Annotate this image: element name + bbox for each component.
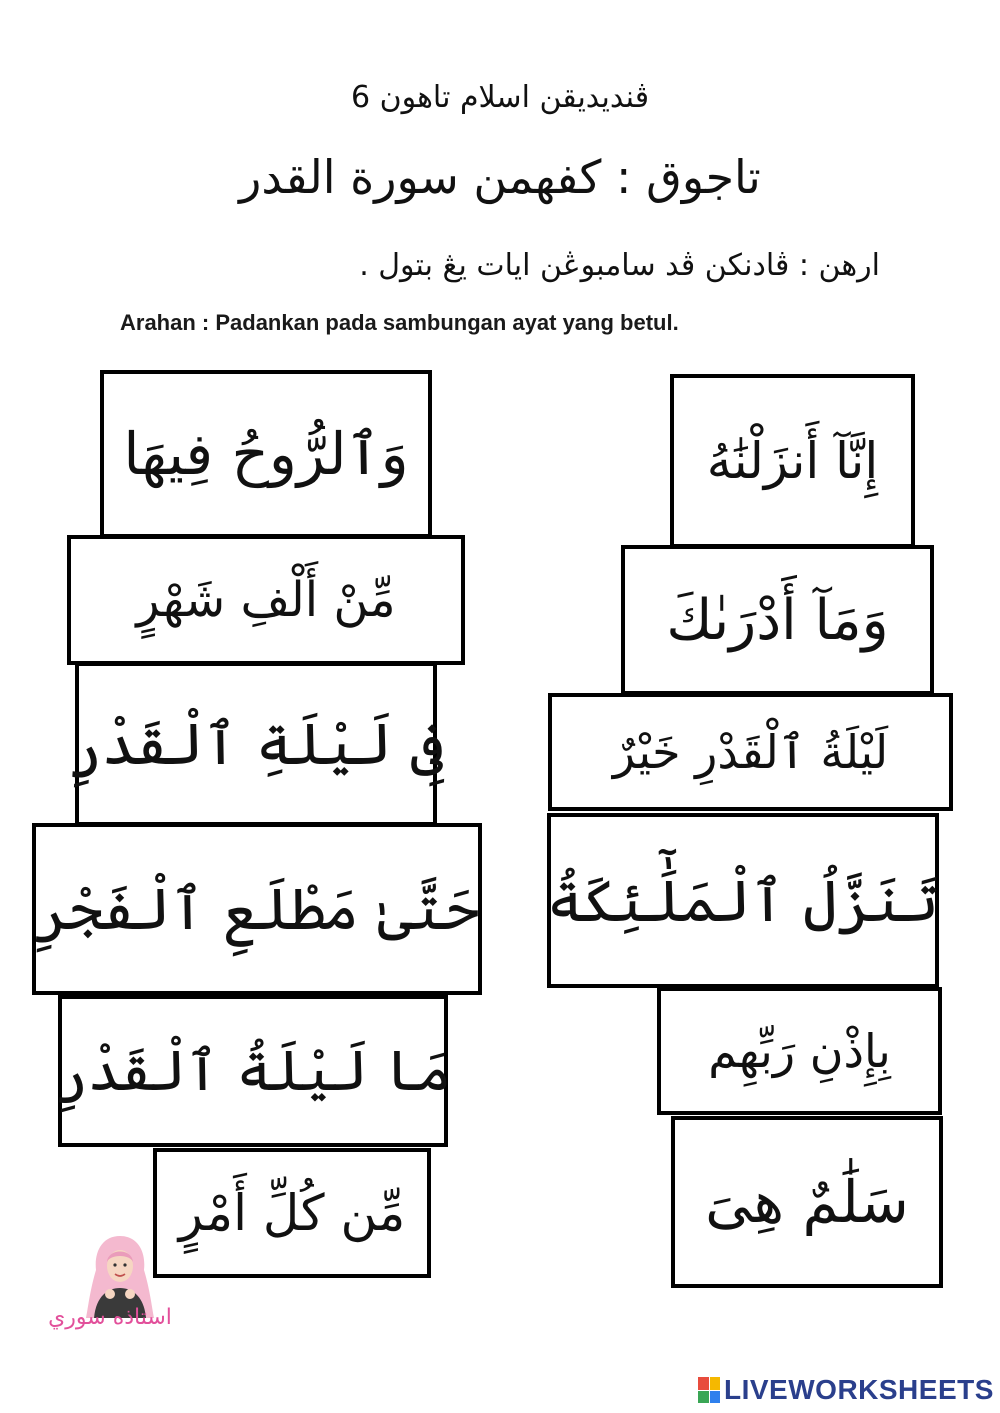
card-text: مِّن كُلِّ أَمْرٍ: [178, 1184, 406, 1242]
left-card-2[interactable]: [67, 535, 465, 665]
card-text: وَمَآ أَدْرَىٰكَ: [666, 587, 889, 653]
card-text: إِنَّآ أَنزَلْنَٰهُ: [706, 432, 879, 490]
author-signature: استاذه سوري: [48, 1305, 172, 1330]
card-text: وَٱلرُّوحُ فِيهَا: [123, 420, 409, 488]
instruction-latin: Arahan : Padankan pada sambungan ayat yang betul.: [120, 310, 679, 335]
card-text: مِّنْ أَلْفِ شَهْرٍ: [136, 572, 396, 628]
right-card-2[interactable]: [621, 545, 934, 695]
brand-name: LIVEWORKSHEETS: [724, 1374, 994, 1405]
left-card-6[interactable]: [153, 1148, 431, 1278]
topic-title: تاجوق : كفهمن سورة القدر: [239, 150, 761, 204]
left-card-3[interactable]: [67, 662, 445, 826]
card-text: لَيْلَةُ ٱلْقَدْرِ خَيْرٌ: [612, 725, 889, 779]
left-card-5[interactable]: [54, 995, 452, 1147]
card-text: بِإِذْنِ رَبِّهِم: [708, 1024, 891, 1078]
card-text: مَا لَيْلَةُ ٱلْقَدْرِ: [54, 1038, 452, 1104]
subject-heading: ڤنديديقن اسلام تاهون 6: [350, 80, 650, 115]
liveworksheets-logo[interactable]: [698, 1374, 994, 1406]
right-card-5[interactable]: [657, 987, 942, 1115]
right-card-3[interactable]: [548, 693, 953, 811]
card-text: سَلَٰمٌ هِىَ: [705, 1168, 909, 1236]
right-card-6[interactable]: [671, 1116, 943, 1288]
instruction-jawi: ارهن : ڤادنكن ڤد سامبوڠن ايات يڠ بتول .: [359, 248, 880, 283]
right-card-1[interactable]: [670, 374, 915, 548]
left-card-4[interactable]: [32, 823, 482, 995]
card-text: تَنَزَّلُ ٱلْمَلَٰٓئِكَةُ: [546, 866, 940, 935]
right-card-4[interactable]: [547, 813, 939, 988]
brand-badge-icon: [698, 1377, 720, 1403]
left-card-1[interactable]: [100, 370, 432, 538]
card-text: فِى لَيْلَةِ ٱلْقَدْرِ: [67, 710, 445, 778]
card-text: حَتَّىٰ مَطْلَعِ ٱلْفَجْرِ: [34, 875, 480, 943]
